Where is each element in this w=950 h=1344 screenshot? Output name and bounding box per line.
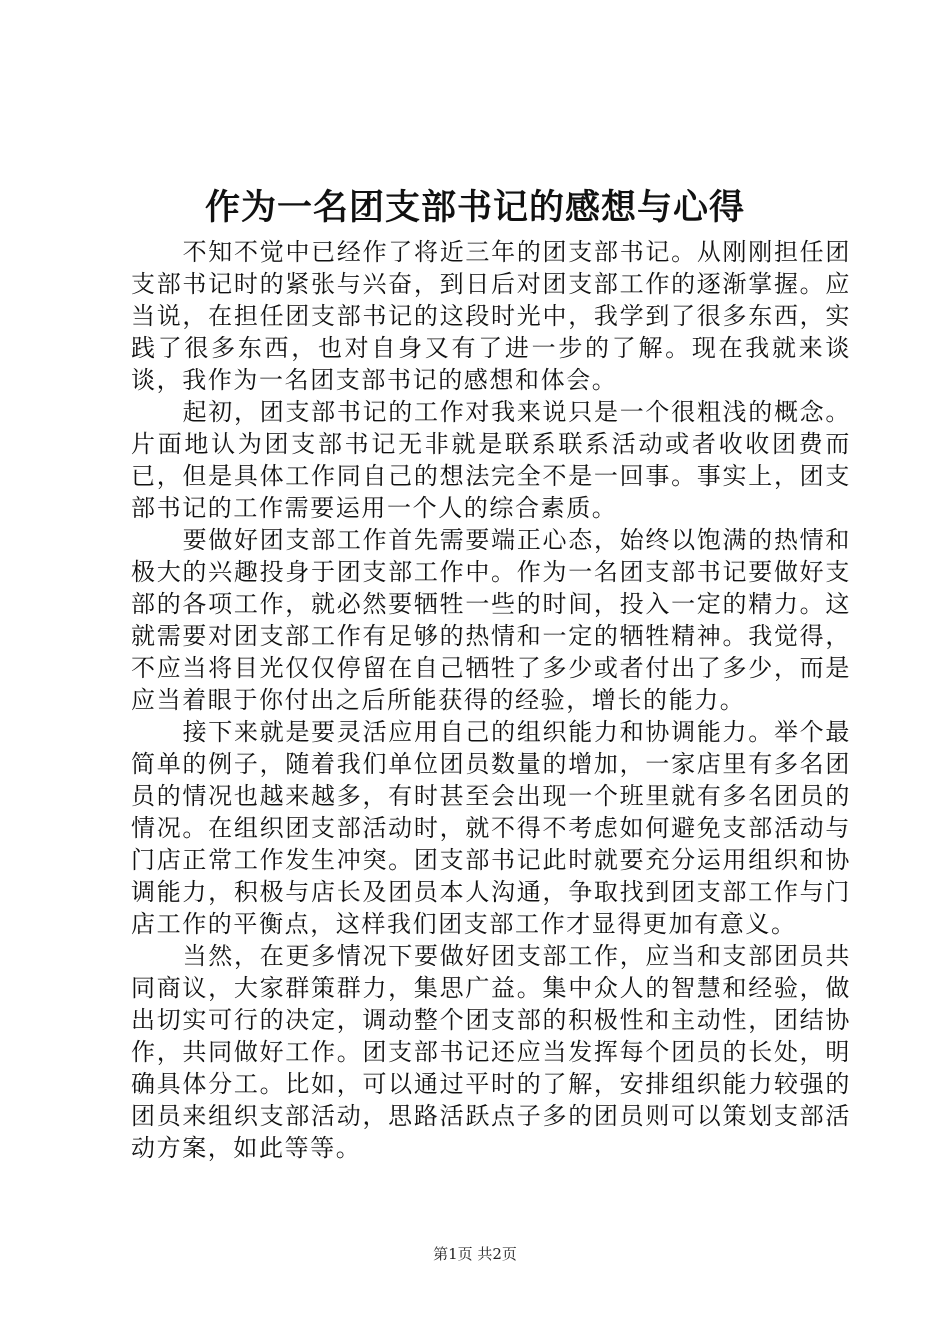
document-body bbox=[131, 236, 851, 1164]
paragraph-1: 不知不觉中已经作了将近三年的团支部书记。从刚刚担任团支部书记时的紧张与兴奋，到日后对团支部工作的逐渐掌握。应当说，在担任团支部书记的这段时光中，我学到了很多东西，实践了很多东西，也对自身又有了进一步的了解。现在我就来谈谈，我作为一名团支部书记的感想和体会。 bbox=[131, 238, 851, 394]
paragraph-4: 接下来就是要灵活应用自己的组织能力和协调能力。举个最简单的例子，随着我们单位团员数量的增加，一家店里有多名团员的情况也越来越多，有时甚至会出现一个班里就有多名团员的情况。在组织团支部活动时，就不得不考虑如何避免支部活动与门店正常工作发生冲突。团支部书记此时就要充分运用组织和协调能力，积极与店长及团员本人沟通，争取找到团支部工作与门店工作的平衡点，这样我们团支部工作才显得更加有意义。 bbox=[131, 718, 851, 938]
paragraph-3: 要做好团支部工作首先需要端正心态，始终以饱满的热情和极大的兴趣投身于团支部工作中。作为一名团支部书记要做好支部的各项工作，就必然要牺牲一些的时间，投入一定的精力。这就需要对团支部工作有足够的热情和一定的牺牲精神。我觉得，不应当将目光仅仅停留在自己牺牲了多少或者付出了多少，而是应当着眼于你付出之后所能获得的经验，增长的能力。 bbox=[131, 526, 851, 714]
paragraph-2: 起初，团支部书记的工作对我来说只是一个很粗浅的概念。片面地认为团支部书记无非就是联系联系活动或者收收团费而已，但是具体工作同自己的想法完全不是一回事。事实上，团支部书记的工作需要运用一个人的综合素质。 bbox=[131, 398, 851, 522]
paragraph-5: 当然，在更多情况下要做好团支部工作，应当和支部团员共同商议，大家群策群力，集思广益。集中众人的智慧和经验，做出切实可行的决定，调动整个团支部的积极性和主动性，团结协作，共同做好工作。团支部书记还应当发挥每个团员的长处，明确具体分工。比如，可以通过平时的了解，安排组织能力较强的团员来组织支部活动，思路活跃点子多的团员则可以策划支部活动方案，如此等等。 bbox=[131, 942, 851, 1162]
document-title: 作为一名团支部书记的感想与心得 bbox=[204, 187, 745, 228]
page-footer: 第1页 共2页 bbox=[433, 1245, 517, 1263]
